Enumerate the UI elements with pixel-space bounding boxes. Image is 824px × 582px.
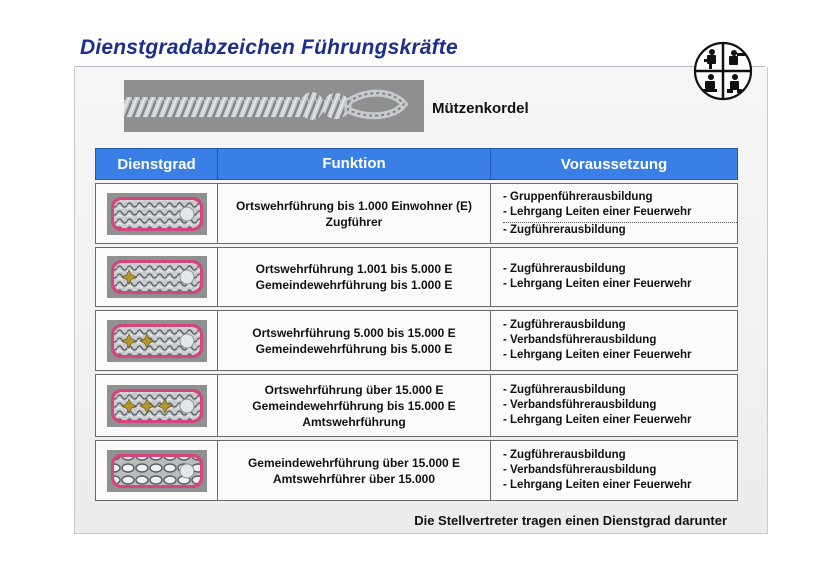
function-line: Ortswehrführung 5.000 bis 15.000 E xyxy=(252,325,456,340)
table-row xyxy=(96,375,738,437)
table-row xyxy=(96,311,738,371)
shoulder-strap-image xyxy=(107,193,207,235)
requirement-line: - Zugführerausbildung xyxy=(503,448,737,463)
function-line: Gemeindewehrführung bis 15.000 E xyxy=(252,398,456,413)
requirement-line: - Verbandsführerausbildung xyxy=(503,398,737,413)
strap-button-icon xyxy=(180,464,194,478)
footer-note: Die Stellvertreter tragen einen Dienstgrad darunter xyxy=(414,513,727,528)
requirement-line: - Verbandsführerausbildung xyxy=(503,333,737,348)
cap-cord-label: Mützenkordel xyxy=(432,100,529,117)
requirement-line: - Lehrgang Leiten einer Feuerwehr xyxy=(503,277,737,292)
function-line: Amtswehrführung xyxy=(302,414,406,429)
shoulder-strap-image xyxy=(107,320,207,362)
fire-brigade-logo-icon xyxy=(693,41,753,101)
requirement-line: - Gruppenführerausbildung xyxy=(503,190,737,205)
requirement-line: - Verbandsführerausbildung xyxy=(503,463,737,478)
table-row xyxy=(96,248,738,307)
function-line: Ortswehrführung bis 1.000 Einwohner (E) xyxy=(235,198,473,213)
header-requirement: Voraussetzung xyxy=(491,149,738,180)
table-row xyxy=(96,441,738,501)
requirement-line: - Zugführerausbildung xyxy=(503,262,737,277)
requirement-line: - Lehrgang Leiten einer Feuerwehr xyxy=(503,205,737,220)
requirement-line: - Zugführerausbildung xyxy=(503,383,737,398)
strap-button-icon xyxy=(180,399,194,413)
requirement-line: - Lehrgang Leiten einer Feuerwehr xyxy=(503,413,737,428)
function-line: Ortswehrführung über 15.000 E xyxy=(264,382,444,397)
strap-button-icon xyxy=(180,207,194,221)
function-line: Gemeindewehrführung bis 1.000 E xyxy=(255,278,453,292)
table-header-row xyxy=(96,149,738,180)
page-title: Dienstgradabzeichen Führungskräfte xyxy=(80,36,458,59)
shoulder-strap-image xyxy=(107,450,207,492)
function-line: Gemeindewehrführung über 15.000 E xyxy=(247,455,461,470)
requirement-line: - Lehrgang Leiten einer Feuerwehr xyxy=(503,478,737,493)
strap-button-icon xyxy=(180,334,194,348)
header-rank: Dienstgrad xyxy=(96,149,218,180)
shoulder-strap-image xyxy=(107,385,207,427)
strap-button-icon xyxy=(180,270,194,284)
cap-cord-image xyxy=(124,80,424,132)
rank-table xyxy=(95,148,738,501)
requirement-line: - Zugführerausbildung xyxy=(503,318,737,333)
table-row xyxy=(96,184,738,244)
shoulder-strap-image xyxy=(107,256,207,298)
requirement-line: - Lehrgang Leiten einer Feuerwehr xyxy=(503,348,737,363)
function-line: Ortswehrführung 1.001 bis 5.000 E xyxy=(255,262,453,276)
requirement-line: - Zugführerausbildung xyxy=(503,223,737,238)
function-line: Amtswehrführer über 15.000 xyxy=(272,471,436,486)
function-line: Zugführer xyxy=(325,214,383,229)
header-function: Funktion xyxy=(218,149,491,180)
function-line: Gemeindewehrführung bis 5.000 E xyxy=(255,341,453,356)
